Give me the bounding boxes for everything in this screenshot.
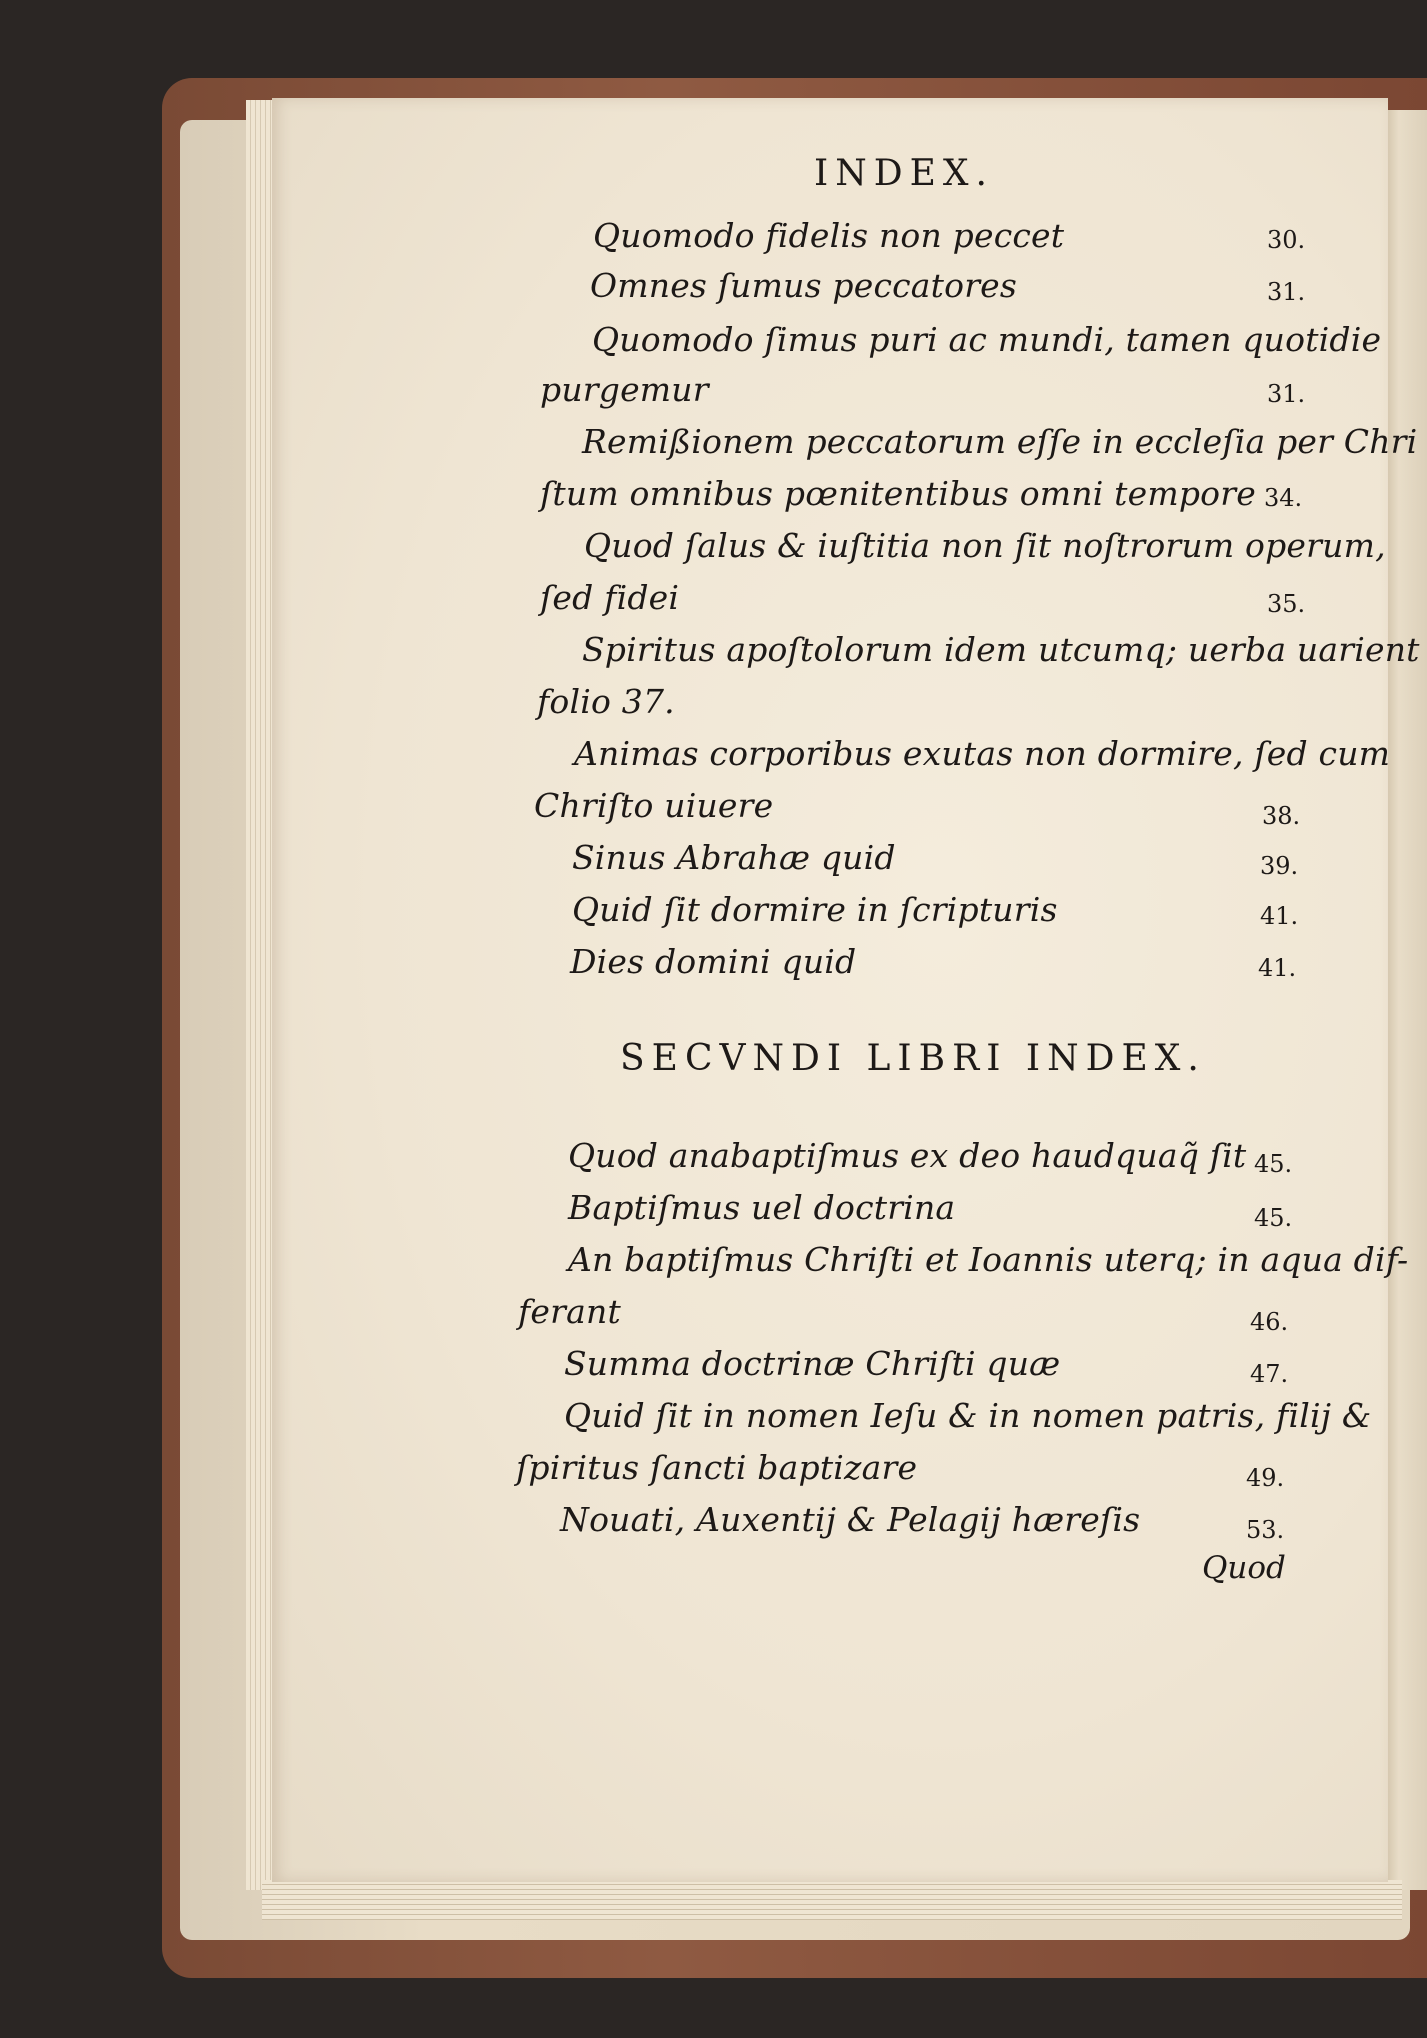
index-entry: ſed fidei [540, 578, 680, 617]
index-page [272, 98, 1420, 1882]
index-entry: Quomodo ſimus puri ac mundi, tamen quotidie [592, 320, 1382, 359]
page-number: 45. [1254, 1204, 1293, 1232]
page-number: 30. [1267, 226, 1306, 254]
index-entry: Quod ſalus & iuſtitia non ſit noſtrorum operum, [584, 526, 1386, 565]
running-header: INDEX. [814, 153, 994, 194]
page-number: 47. [1250, 1360, 1289, 1388]
index-entry: Quomodo fidelis non peccet [593, 216, 1065, 255]
index-entry: Baptiſmus uel doctrina [568, 1188, 956, 1227]
index-entry: Chriſto uiuere [534, 786, 774, 825]
page-number: 45. [1254, 1150, 1293, 1178]
index-entry: folio 37. [537, 682, 675, 721]
page-number: 41. [1260, 902, 1299, 930]
index-entry: ferant [518, 1292, 621, 1331]
index-entry: ſpiritus ſancti baptizare [516, 1448, 918, 1487]
page-number: 31. [1267, 380, 1306, 408]
index-entry: Remißionem peccatorum eſſe in eccleſia per Chri [582, 422, 1418, 461]
index-entry: Summa doctrinæ Chriſti quæ [564, 1344, 1061, 1383]
index-entry: Dies domini quid [570, 942, 857, 981]
index-entry: Sinus Abrahæ quid [572, 838, 896, 877]
index-entry: Omnes ſumus peccatores [590, 266, 1018, 305]
page-number: 53. [1246, 1516, 1285, 1544]
index-entry: ſtum omnibus pœnitentibus omni tempore [540, 474, 1256, 513]
section-heading: SECVNDI LIBRI INDEX. [620, 1038, 1206, 1079]
page-number: 46. [1250, 1308, 1289, 1336]
index-entry: Quod anabaptiſmus ex deo haudquaq̃ ſit [568, 1136, 1247, 1175]
index-entry: Nouati, Auxentij & Pelagij hæreſis [560, 1500, 1141, 1539]
page-number: 49. [1246, 1464, 1285, 1492]
page-bottom-edges [262, 1880, 1402, 1920]
catchword: Quod [1202, 1550, 1286, 1586]
page-number: 35. [1267, 590, 1306, 618]
index-entry: Quid ſit dormire in ſcripturis [572, 890, 1058, 929]
page-number: 39. [1260, 852, 1299, 880]
page-number: 38. [1262, 802, 1301, 830]
page-number: 41. [1258, 954, 1297, 982]
page-number: 31. [1267, 278, 1306, 306]
index-entry: Spiritus apoſtolorum idem utcumq; uerba uarient [582, 630, 1420, 669]
index-entry: purgemur [540, 370, 709, 409]
page-number: 34. [1264, 484, 1303, 512]
index-entry: Animas corporibus exutas non dormire, ſed cum [574, 734, 1391, 773]
index-entry: An baptiſmus Chriſti et Ioannis uterq; in aqua dif- [568, 1240, 1409, 1279]
index-entry: Quid ſit in nomen Ieſu & in nomen patris, filij & [564, 1396, 1372, 1435]
